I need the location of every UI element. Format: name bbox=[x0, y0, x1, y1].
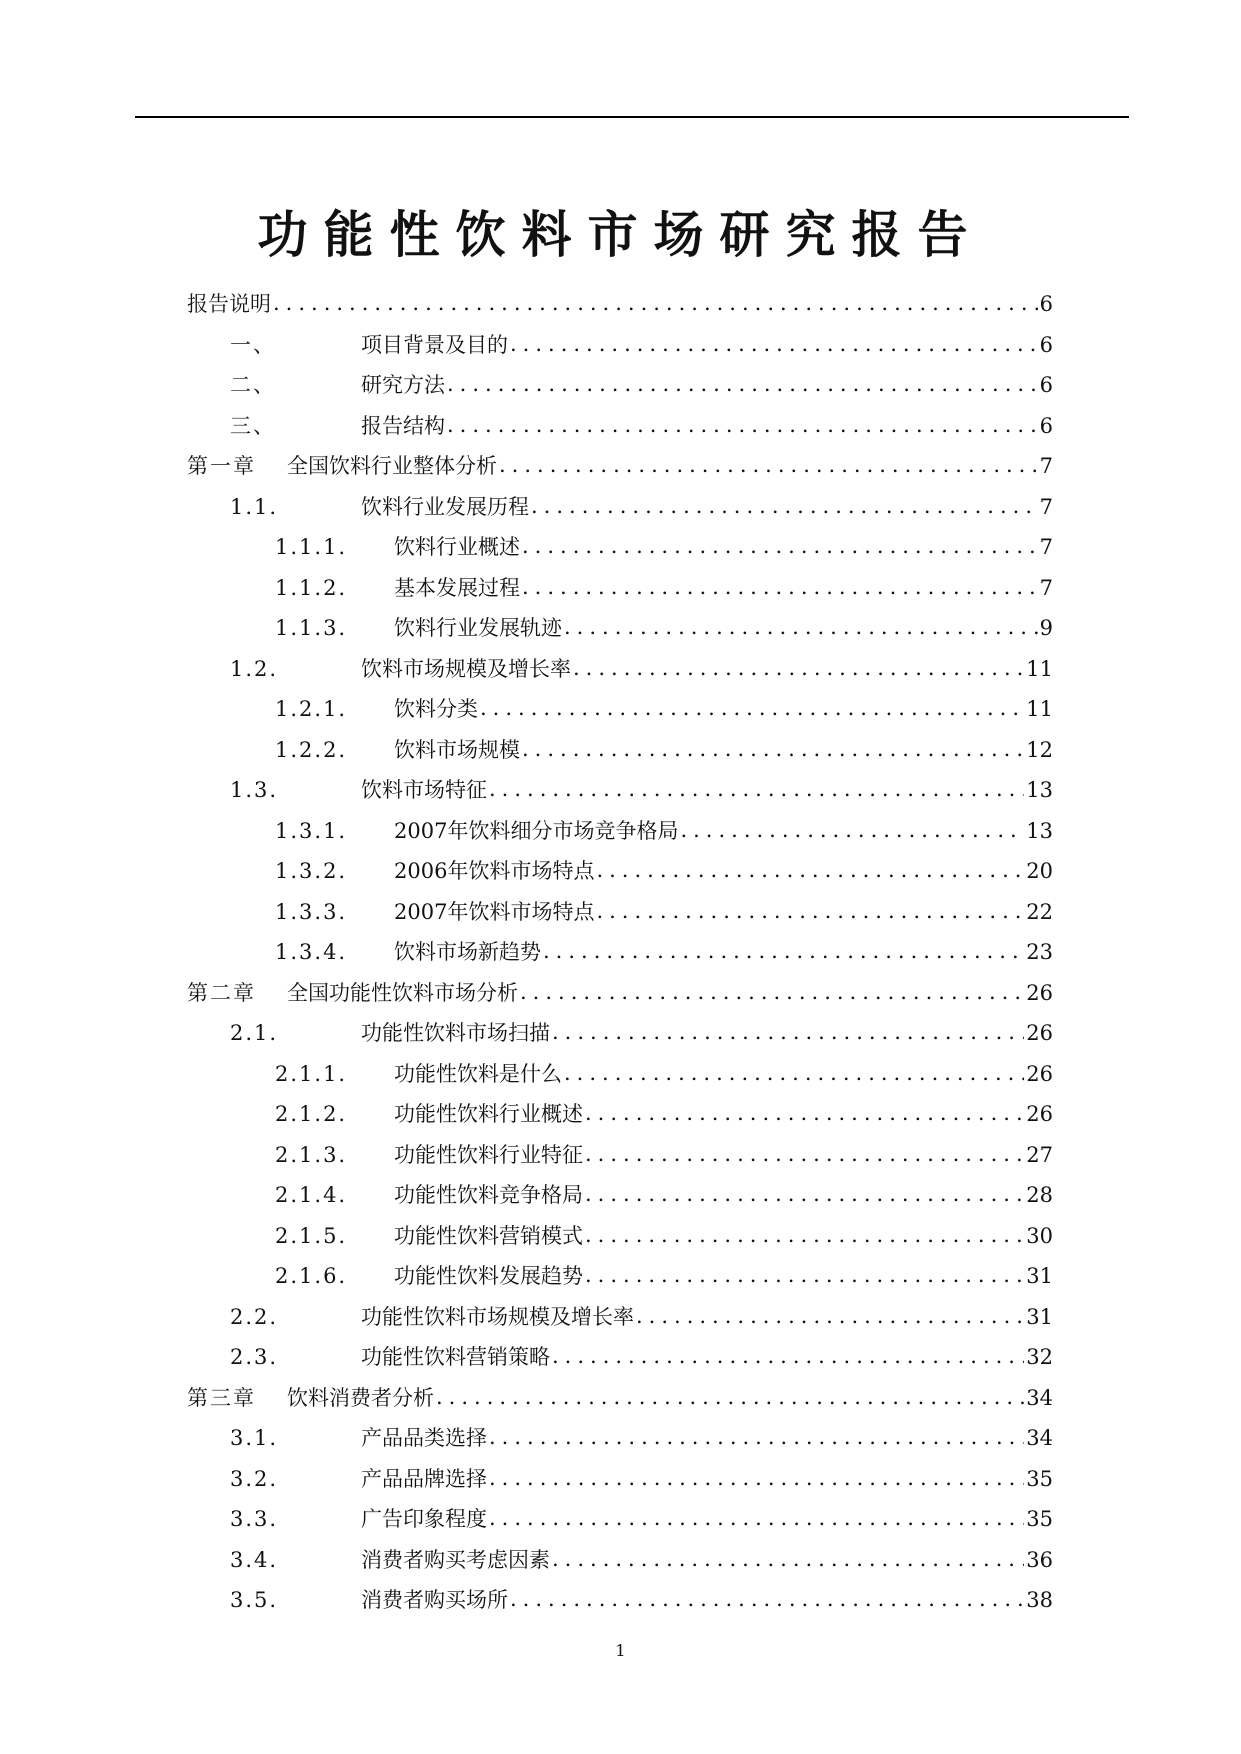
toc-entry-page: 9 bbox=[1039, 616, 1053, 641]
toc-dot-leader bbox=[596, 857, 1024, 883]
toc-dot-leader bbox=[447, 412, 1038, 438]
toc-entry-number: 第三章 bbox=[187, 1385, 256, 1410]
toc-entry-title: 消费者购买考虑因素 bbox=[361, 1547, 550, 1572]
toc-entry-title: 研究方法 bbox=[361, 373, 445, 398]
toc-entry-page: 11 bbox=[1026, 697, 1053, 722]
toc-dot-leader bbox=[585, 1181, 1024, 1207]
toc-entry-title: 功能性饮料行业概述 bbox=[394, 1102, 583, 1127]
toc-entry[interactable] bbox=[187, 1499, 1053, 1540]
toc-entry-number: 3.1. bbox=[230, 1426, 279, 1451]
toc-entry-page: 7 bbox=[1039, 494, 1053, 519]
toc-entry-page: 30 bbox=[1026, 1223, 1053, 1248]
toc-entry-title: 功能性饮料营销策略 bbox=[361, 1345, 550, 1370]
toc-entry-number: 1.1. bbox=[230, 494, 279, 519]
toc-entry-number: 1.3.1. bbox=[275, 818, 348, 843]
toc-dot-leader bbox=[522, 736, 1024, 762]
toc-dot-leader bbox=[552, 1343, 1024, 1369]
toc-entry-page: 34 bbox=[1026, 1385, 1053, 1410]
toc-entry-number: 一、 bbox=[230, 332, 276, 357]
toc-entry-page: 7 bbox=[1039, 575, 1053, 600]
document-title: 功能性饮料市场研究报告 bbox=[257, 206, 984, 264]
toc-entry[interactable] bbox=[187, 1256, 1053, 1297]
toc-entry-title: 产品品牌选择 bbox=[361, 1466, 487, 1491]
toc-entry-number: 1.3.4. bbox=[275, 940, 348, 965]
toc-entry[interactable] bbox=[187, 1337, 1053, 1378]
toc-entry-title: 功能性饮料是什么 bbox=[394, 1061, 562, 1086]
toc-entry-title: 消费者购买场所 bbox=[361, 1588, 508, 1613]
toc-entry-title: 全国饮料行业整体分析 bbox=[287, 454, 497, 479]
toc-dot-leader bbox=[585, 1262, 1024, 1288]
toc-entry[interactable] bbox=[187, 1013, 1053, 1054]
toc-entry-number: 1.3.2. bbox=[275, 859, 348, 884]
toc-entry-page: 11 bbox=[1026, 656, 1053, 681]
toc-entry[interactable] bbox=[187, 649, 1053, 690]
toc-entry[interactable] bbox=[187, 892, 1053, 933]
toc-dot-leader bbox=[510, 1586, 1024, 1612]
toc-dot-leader bbox=[585, 1141, 1024, 1167]
table-of-contents bbox=[187, 284, 1053, 1621]
toc-entry-page: 38 bbox=[1026, 1588, 1053, 1613]
toc-entry[interactable] bbox=[187, 325, 1053, 366]
toc-entry[interactable] bbox=[187, 406, 1053, 447]
toc-entry-title: 饮料行业概述 bbox=[394, 535, 520, 560]
toc-entry-page: 23 bbox=[1026, 940, 1053, 965]
toc-entry-page: 31 bbox=[1026, 1264, 1053, 1289]
toc-entry[interactable] bbox=[187, 1216, 1053, 1257]
toc-entry-page: 26 bbox=[1026, 1061, 1053, 1086]
toc-dot-leader bbox=[273, 290, 1038, 316]
toc-dot-leader bbox=[436, 1384, 1024, 1410]
toc-entry-title: 功能性饮料市场规模及增长率 bbox=[361, 1304, 634, 1329]
toc-dot-leader bbox=[489, 1424, 1024, 1450]
toc-dot-leader bbox=[564, 614, 1038, 640]
toc-entry-page: 13 bbox=[1026, 818, 1053, 843]
toc-entry-page: 12 bbox=[1026, 737, 1053, 762]
toc-entry-page: 26 bbox=[1026, 980, 1053, 1005]
toc-dot-leader bbox=[522, 533, 1038, 559]
toc-entry-page: 6 bbox=[1039, 373, 1053, 398]
toc-entry[interactable] bbox=[187, 608, 1053, 649]
toc-entry-number: 2.1.6. bbox=[275, 1264, 348, 1289]
toc-entry-page: 26 bbox=[1026, 1102, 1053, 1127]
toc-dot-leader bbox=[522, 574, 1038, 600]
toc-entry-page: 13 bbox=[1026, 778, 1053, 803]
toc-dot-leader bbox=[499, 452, 1038, 478]
toc-entry-page: 6 bbox=[1039, 413, 1053, 438]
toc-entry[interactable] bbox=[187, 446, 1053, 487]
toc-entry[interactable] bbox=[187, 1175, 1053, 1216]
toc-entry-page: 20 bbox=[1026, 859, 1053, 884]
toc-entry-title: 饮料消费者分析 bbox=[287, 1385, 434, 1410]
toc-entry-title: 基本发展过程 bbox=[394, 575, 520, 600]
toc-entry-title: 项目背景及目的 bbox=[361, 332, 508, 357]
toc-entry-page: 31 bbox=[1026, 1304, 1053, 1329]
toc-entry-number: 第一章 bbox=[187, 454, 256, 479]
toc-entry-title: 饮料市场规模 bbox=[394, 737, 520, 762]
toc-entry-number: 2.1.4. bbox=[275, 1183, 348, 1208]
toc-entry-title: 功能性饮料行业特征 bbox=[394, 1142, 583, 1167]
toc-entry[interactable] bbox=[187, 770, 1053, 811]
toc-entry[interactable] bbox=[187, 1580, 1053, 1621]
toc-entry-number: 2.1. bbox=[230, 1021, 279, 1046]
toc-entry-title: 饮料分类 bbox=[394, 697, 478, 722]
toc-dot-leader bbox=[489, 1505, 1024, 1531]
page-number: 1 bbox=[615, 1641, 626, 1660]
toc-entry-number: 二、 bbox=[230, 373, 276, 398]
toc-entry-page: 35 bbox=[1026, 1466, 1053, 1491]
toc-entry-title: 功能性饮料竞争格局 bbox=[394, 1183, 583, 1208]
toc-entry-title: 功能性饮料市场扫描 bbox=[361, 1021, 550, 1046]
toc-entry-title: 饮料市场新趋势 bbox=[394, 940, 541, 965]
toc-dot-leader bbox=[480, 695, 1024, 721]
toc-dot-leader bbox=[520, 979, 1024, 1005]
toc-dot-leader bbox=[636, 1303, 1024, 1329]
toc-entry[interactable] bbox=[187, 973, 1053, 1014]
toc-entry-number: 3.2. bbox=[230, 1466, 279, 1491]
toc-dot-leader bbox=[489, 1465, 1024, 1491]
toc-entry-title: 报告结构 bbox=[361, 413, 445, 438]
toc-entry-title: 功能性饮料营销模式 bbox=[394, 1223, 583, 1248]
toc-entry-page: 6 bbox=[1039, 332, 1053, 357]
toc-entry-title: 2007年饮料细分市场竞争格局 bbox=[394, 818, 679, 843]
toc-entry-number: 第二章 bbox=[187, 980, 256, 1005]
toc-entry-title: 2006年饮料市场特点 bbox=[394, 859, 595, 884]
toc-entry-number: 2.3. bbox=[230, 1345, 279, 1370]
toc-entry-number: 3.3. bbox=[230, 1507, 279, 1532]
toc-entry-number: 1.3.3. bbox=[275, 899, 348, 924]
toc-entry[interactable] bbox=[187, 487, 1053, 528]
toc-entry[interactable] bbox=[187, 730, 1053, 771]
toc-entry[interactable] bbox=[187, 365, 1053, 406]
toc-entry-page: 6 bbox=[1039, 292, 1053, 317]
toc-entry-page: 26 bbox=[1026, 1021, 1053, 1046]
toc-entry-title: 饮料行业发展轨迹 bbox=[394, 616, 562, 641]
toc-entry[interactable] bbox=[187, 851, 1053, 892]
toc-entry-title: 全国功能性饮料市场分析 bbox=[287, 980, 518, 1005]
toc-dot-leader bbox=[447, 371, 1038, 397]
toc-entry-title: 产品品类选择 bbox=[361, 1426, 487, 1451]
toc-entry-number: 1.1.1. bbox=[275, 535, 348, 560]
toc-entry-title: 功能性饮料发展趋势 bbox=[394, 1264, 583, 1289]
header-rule bbox=[135, 116, 1129, 118]
toc-entry-title: 饮料市场特征 bbox=[361, 778, 487, 803]
toc-entry[interactable] bbox=[187, 1459, 1053, 1500]
toc-entry-number: 2.1.1. bbox=[275, 1061, 348, 1086]
toc-entry-number: 1.3. bbox=[230, 778, 279, 803]
toc-entry-title: 2007年饮料市场特点 bbox=[394, 899, 595, 924]
toc-entry-number: 3.5. bbox=[230, 1588, 279, 1613]
toc-dot-leader bbox=[573, 655, 1024, 681]
toc-entry[interactable] bbox=[187, 932, 1053, 973]
toc-entry[interactable] bbox=[187, 1540, 1053, 1581]
toc-dot-leader bbox=[531, 493, 1038, 519]
toc-entry-number: 1.2.1. bbox=[275, 697, 348, 722]
toc-entry-page: 7 bbox=[1039, 535, 1053, 560]
toc-dot-leader bbox=[680, 817, 1024, 843]
toc-entry-page: 7 bbox=[1039, 454, 1053, 479]
toc-entry-number: 2.1.5. bbox=[275, 1223, 348, 1248]
toc-entry[interactable] bbox=[187, 527, 1053, 568]
toc-entry-page: 22 bbox=[1026, 899, 1053, 924]
toc-entry-number: 三、 bbox=[230, 413, 276, 438]
toc-entry-number: 1.2.2. bbox=[275, 737, 348, 762]
toc-entry[interactable] bbox=[187, 689, 1053, 730]
toc-entry[interactable] bbox=[187, 1297, 1053, 1338]
toc-entry-number: 2.1.3. bbox=[275, 1142, 348, 1167]
toc-entry-title: 饮料行业发展历程 bbox=[361, 494, 529, 519]
toc-dot-leader bbox=[489, 776, 1024, 802]
toc-entry[interactable] bbox=[187, 1418, 1053, 1459]
toc-entry-number: 1.1.2. bbox=[275, 575, 348, 600]
toc-dot-leader bbox=[585, 1222, 1024, 1248]
toc-entry[interactable] bbox=[187, 568, 1053, 609]
toc-dot-leader bbox=[596, 898, 1024, 924]
toc-dot-leader bbox=[585, 1100, 1024, 1126]
toc-entry[interactable] bbox=[187, 1378, 1053, 1419]
toc-entry[interactable] bbox=[187, 1054, 1053, 1095]
toc-entry[interactable] bbox=[187, 1094, 1053, 1135]
toc-dot-leader bbox=[552, 1546, 1024, 1572]
toc-entry-title: 饮料市场规模及增长率 bbox=[361, 656, 571, 681]
toc-entry-number: 3.4. bbox=[230, 1547, 279, 1572]
toc-dot-leader bbox=[510, 331, 1038, 357]
toc-entry-number: 2.1.2. bbox=[275, 1102, 348, 1127]
toc-entry[interactable] bbox=[187, 284, 1053, 325]
toc-entry-page: 28 bbox=[1026, 1183, 1053, 1208]
toc-entry[interactable] bbox=[187, 811, 1053, 852]
toc-dot-leader bbox=[543, 938, 1024, 964]
toc-entry-page: 34 bbox=[1026, 1426, 1053, 1451]
toc-entry-title: 广告印象程度 bbox=[361, 1507, 487, 1532]
toc-entry-page: 32 bbox=[1026, 1345, 1053, 1370]
toc-entry-title: 报告说明 bbox=[187, 292, 271, 317]
toc-dot-leader bbox=[552, 1019, 1024, 1045]
toc-entry[interactable] bbox=[187, 1135, 1053, 1176]
toc-entry-page: 35 bbox=[1026, 1507, 1053, 1532]
toc-entry-number: 1.1.3. bbox=[275, 616, 348, 641]
toc-dot-leader bbox=[564, 1060, 1024, 1086]
toc-entry-page: 27 bbox=[1026, 1142, 1053, 1167]
toc-entry-page: 36 bbox=[1026, 1547, 1053, 1572]
toc-entry-number: 1.2. bbox=[230, 656, 279, 681]
toc-entry-number: 2.2. bbox=[230, 1304, 279, 1329]
